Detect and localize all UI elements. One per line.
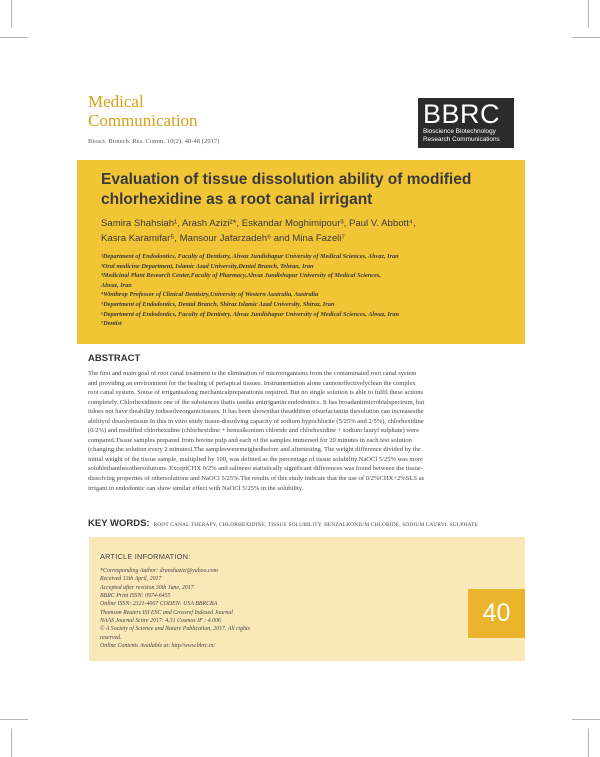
journal-score: NAAS Journal Score 2017: 4.31 Cosmos IF : 4.006 [100,618,221,625]
copyright-line-cont: reserved. [100,634,122,641]
affiliation-list [101,252,516,329]
keywords-label: KEY WORDS: [88,518,150,529]
abstract-line: itdoes not have theability todissolveorganictissues. It has been shownthat theaddition ofsurfactantin thesolution can increasesthe [88,408,424,416]
affiliation-line: ³Medicinal Plant Research Center,Faculty of Pharmacy,Ahvaz Jundishapur University of Medical Sciences, [101,272,381,280]
abstract-line: abilityof dissolvetissue.In this in vitro study tissue-dissolving capacity of sodium hypochlorite (5/25% and 2/5%), chlorhexidine [88,417,424,425]
bbrc-logo [418,98,514,148]
online-contents-link[interactable]: Online Contents Available at: http//www.bbrc.in/ [100,643,216,650]
print-issn: BBRC Print ISSN: 0974-6455 [100,593,171,600]
crop-mark [572,37,600,38]
affiliation-line: ²Oral medicine Department, Islamic Azad University,Dental Branch, Tehran, Iran [101,262,314,270]
abstract-line: initial weight of the tissue sample, multiplied by 100, was defined as the percentage of tissue solubility.NaOCl 5/25% was more [88,455,423,463]
copyright-line: © A Society of Science and Nature Publication, 2017. All rights [100,626,250,633]
logo-subtitle-line1: Bioscience Biotechnology [423,128,496,135]
crop-mark [11,0,12,28]
affiliation-line: ¹Department of Endodontics, Faculty of Dentistry, Ahvaz Jundishapur University of Medical Sciences, Ahvaz, Iran [101,253,399,260]
abstract-line: and providing an environment for the healing of periapical tissues. Instrumentation alone cannoteffectivelyclean the complex [88,379,416,387]
abstract-line: (0/2%) and modified chlorhexidine (chlorhexidine + benzalkonium chloride and chlorhexidine + sodium lauryl sulphate) were [88,427,419,435]
indexing-info: Thomson Reuters ISI ESC and Crossref Indexed Journal [100,609,233,616]
author-list [101,217,511,246]
section-label-line1: Medical [88,92,144,111]
crop-mark [572,719,600,720]
journal-citation: Biosci. Biotech. Res. Comm. 10(2): 40-48 (2017) [88,138,220,145]
article-info-heading: ARTICLE INFORMATION: [100,552,191,561]
accepted-date: Accepted after revision 30th June, 2017 [100,584,194,591]
crop-mark [11,729,12,757]
affiliation-line: ⁶Department of Endodontics, Faculty of Dentistry, Ahvaz Jundishapur University of Medical Sciences, Ahvaz, Iran [101,310,399,318]
abstract-line: solublethanthesothersolutions. ExceptCHX 0/2% and salineno statistically significant differences was found between the tissue- [88,465,423,473]
abstract-line: irrigant in endodontic can show similar effect with NaOCl 5/25% in the solubility. [88,484,304,492]
article-info-details [100,567,385,650]
section-label [88,92,198,130]
abstract-line: root canal system. Souse of irrigantsalong mechanicalpreparationis required. But no single solution is able to fulfil these actions [88,389,424,397]
abstract-line: The first and main goal of root canal treatment is the elimination of microorganisms from the contaminated root canal system [88,370,417,377]
crop-mark [0,37,28,38]
logo-subtitle-line2: Research Communications [423,136,500,143]
author-line: Kasra Karamifar⁵, Mansour Jafarzadeh⁶ and Mina Fazeli⁷ [101,232,345,244]
abstract-line: (changing the solution every 2 minutes).The samplesweremeighedbefore and aftertesting. The weight difference divided by the [88,446,421,454]
abstract-heading: ABSTRACT [88,353,141,364]
received-date: Received 13th April, 2017 [100,576,162,583]
abstract-line: compared.Tissue samples prepared from bovine pulp and each of the samples immersed for 20 minutes in each test solution [88,436,412,444]
abstract-line: completely. Chlorhexidineis one of the substances thatis usedas anirrigantin endodontics. It has broadantimicrobialspectrum, but [88,398,425,406]
keywords [88,513,528,531]
section-label-line2: Communication [88,111,198,130]
affiliation-line: ⁴Winthrop Professor of Clinical Dentistry,University of Western Australia, Australia [101,291,319,299]
abstract-body [88,369,516,493]
keywords-text: ROOT CANAL THERAPY, CHLORHEXIDINE, TISSUE SOLUBILITY, BENZALKONIUM CHLORIDE, SODIUM LAURYL SULPHATE [153,522,478,528]
affiliation-line: ⁵Department of Endodontics, Dental Branch, Shiraz Islamic Azad University, Shiraz, Iran [101,300,335,308]
author-line: Samira Shahsiah¹, Arash Azizi²*, Eskandar Moghimipour³, Paul V. Abbott⁴, [101,218,416,229]
affiliation-line: ⁷Dentist [101,320,122,328]
abstract-line: dissolving properties of othersolutions and NaOCl 5/25%.The results of this study indicate that the use of 0/2%CHX+2%SLS as [88,475,425,483]
crop-mark [588,729,589,757]
paper-title: Evaluation of tissue dissolution ability of modified chlorhexidine as a root canal irrigant [101,171,472,208]
affiliation-line: Ahvaz, Iran [101,281,132,289]
logo-wordmark: BBRC [423,99,501,129]
page-number: 40 [468,589,525,638]
corresponding-author: *Corresponding Author: dranshazizi@yahoo.com [100,568,218,574]
crop-mark [588,0,589,28]
online-issn: Online ISSN: 2321-4007 CODEN: USA BBRCBA [100,601,218,608]
crop-mark [0,719,28,720]
